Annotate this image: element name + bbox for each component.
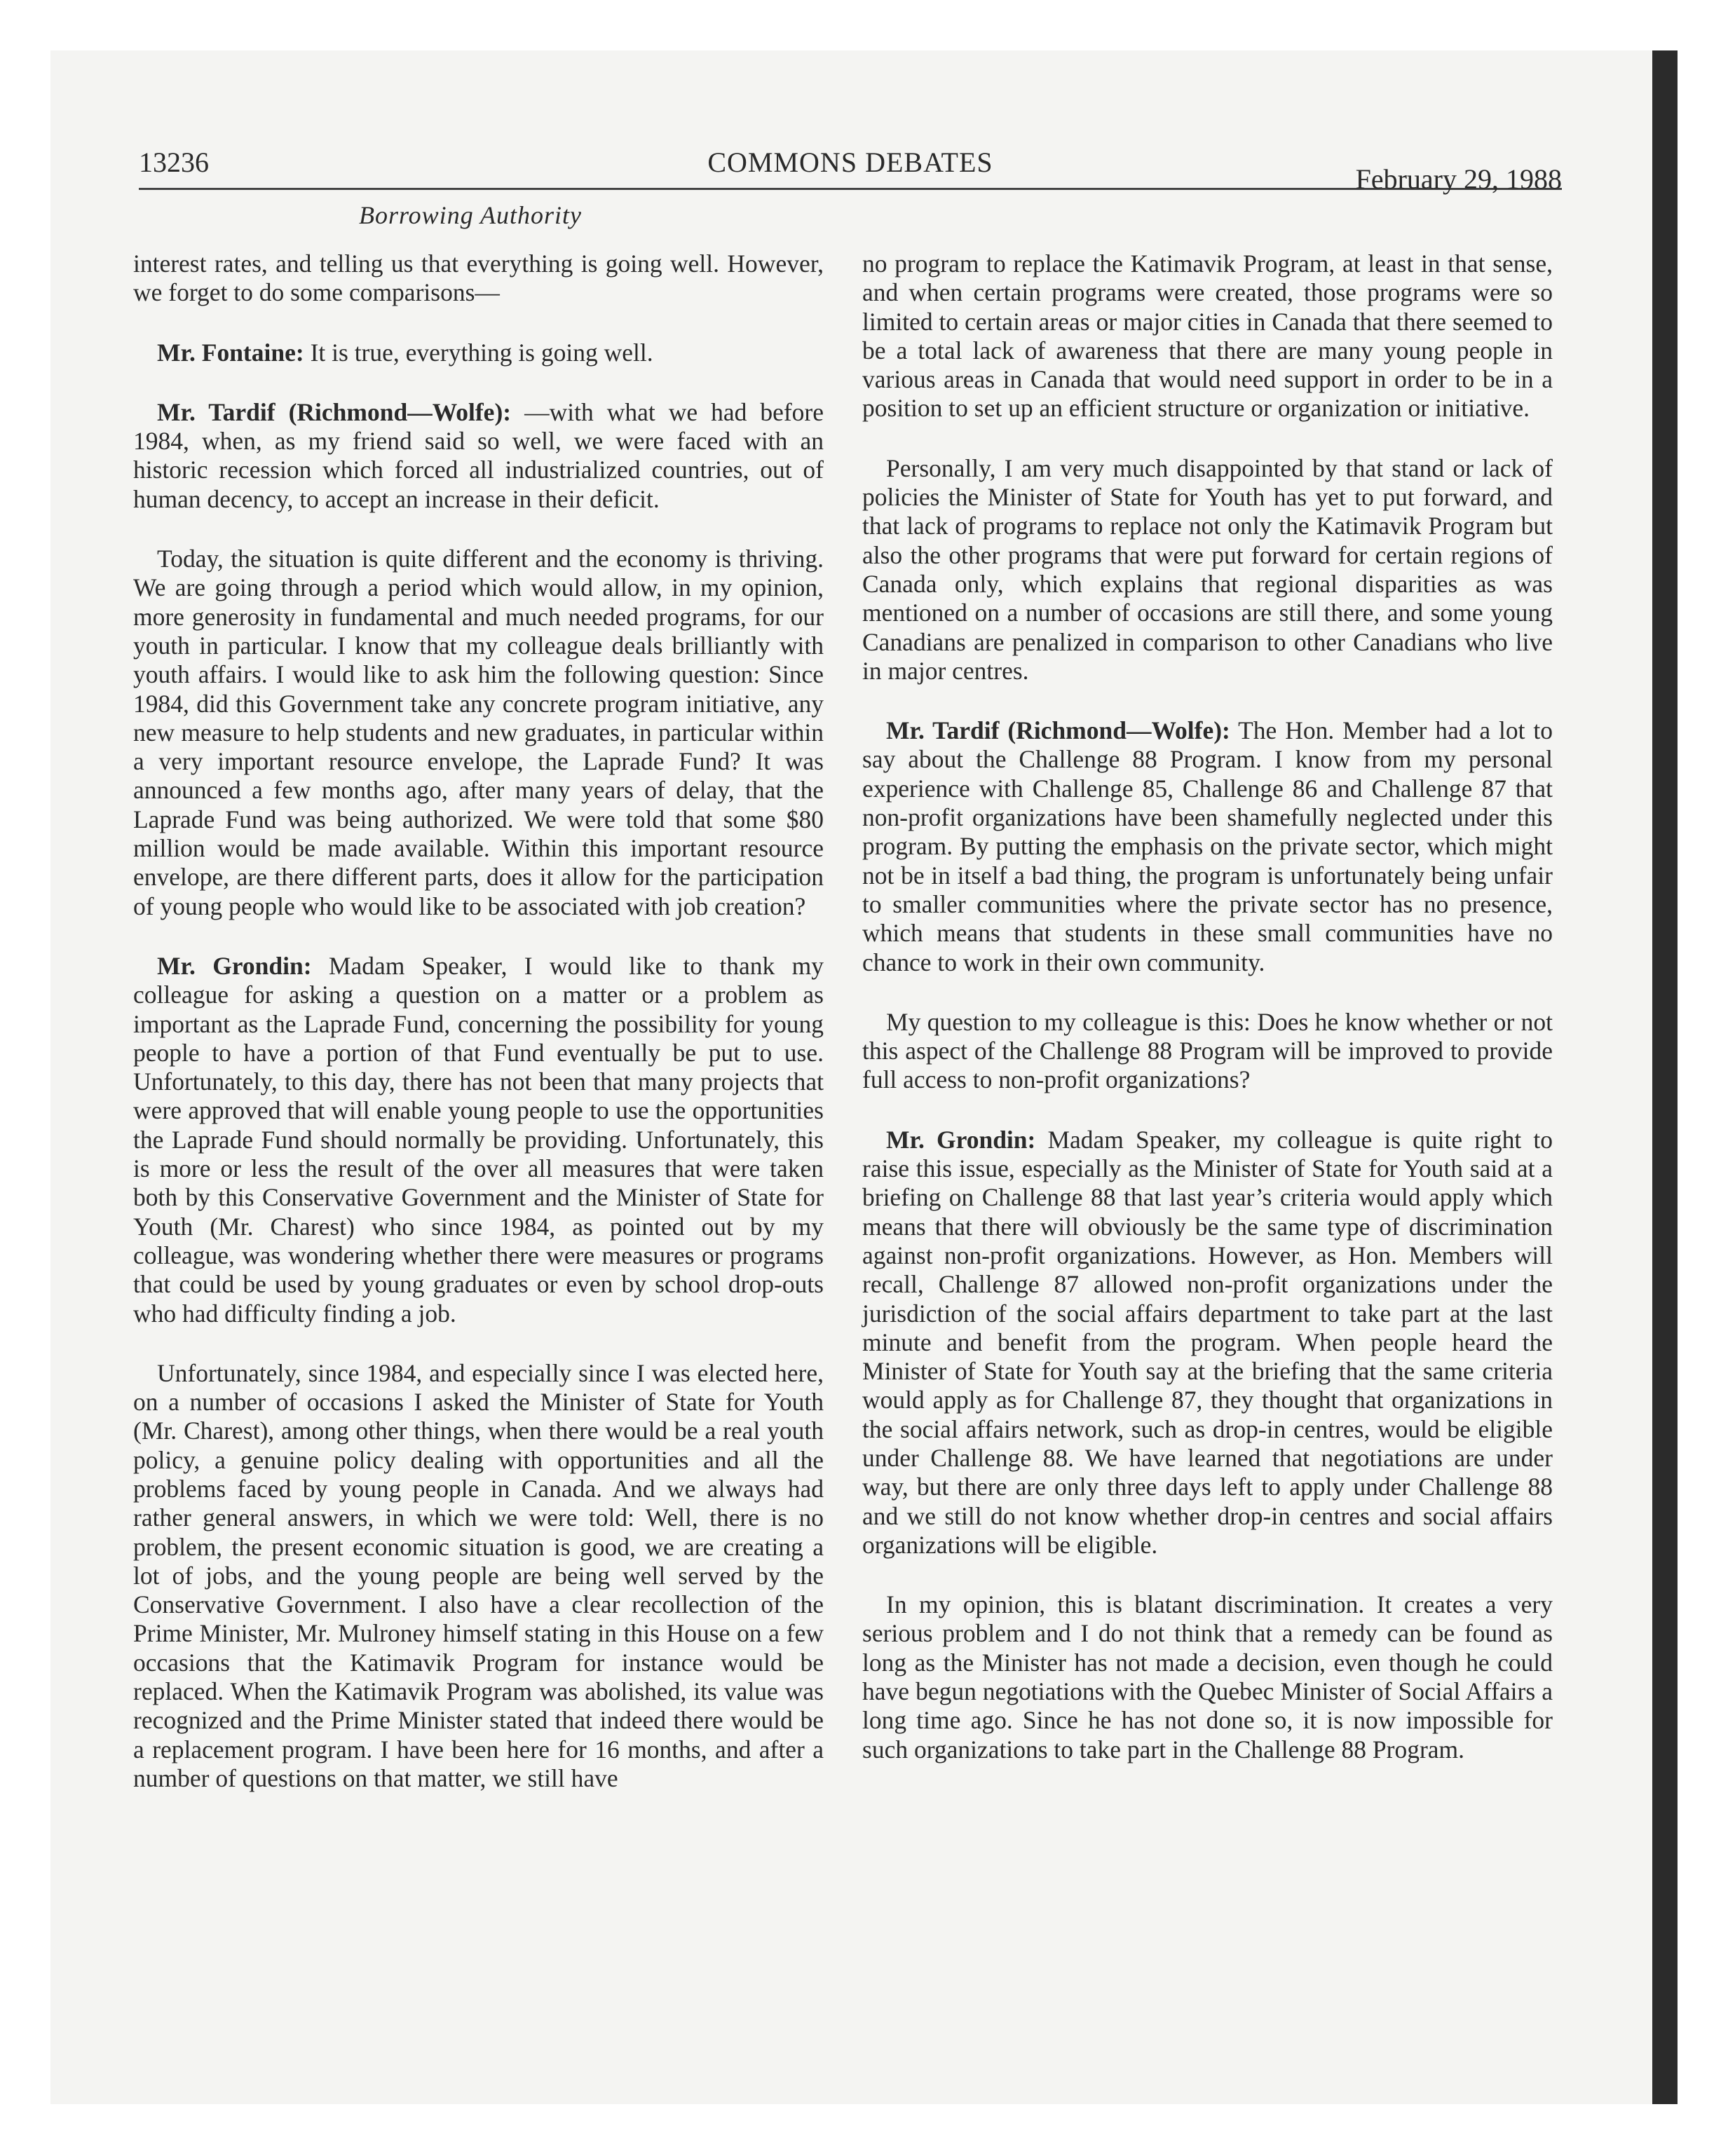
paragraph-text: Personally, I am very much disappointed by that stand or lack of policies the Minister of State for Youth has yet to put forward, and that lack of programs to replace not only the Katimavik Program but also the other programs that were put forward for certain regions of Canada only, which explains that regional disparities as was mentioned on a number of occasions are still there, and some young Canadians are penalized in comparison to other Canadians who live in major centres. (862, 453, 1553, 685)
right-column (862, 250, 1553, 1795)
paragraph (133, 398, 824, 514)
paragraph-text: no program to replace the Katimavik Program, at least in that sense, and when certain programs were created, those programs were so limited to certain areas or major cities in Canada that there seemed to be a total lack of awareness that there are many young people in various areas in Canada that would need support in order to be in a position to set up an efficient structure or organization or initiative. (862, 250, 1553, 423)
speaker-name: Mr. Fontaine: (157, 338, 304, 367)
paragraph (862, 716, 1553, 977)
paragraph (133, 250, 824, 308)
paragraph-text: The Hon. Member had a lot to say about the Challenge 88 Program. I know from my personal experience with Challenge 85, Challenge 86 and Challenge 87 that non-profit organizations have been shamefully neglected under this program. By putting the emphasis on the private sector, which might not be in itself a bad thing, the program is unfortunately being unfair to smaller communities where the private sector has no presence, which means that students in these small communities have no chance to work in their own community. (862, 716, 1553, 976)
paragraph-text: interest rates, and telling us that everything is going well. However, we forget to do some comparisons— (133, 250, 824, 307)
page-number: 13236 (139, 146, 209, 178)
paragraph (862, 1126, 1553, 1560)
paragraph-text: Today, the situation is quite different and the economy is thriving. We are going through a period which would allow, in my opinion, more generosity in fundamental and much needed programs, for our youth in particular. I know that my colleague deals brilliantly with youth affairs. I would like to ask him the following question: Since 1984, did this Government take any concrete program initiative, any new measure to help students and new graduates, in particular within a very important resource envelope, the Laprade Fund? It was announced a few months ago, after many years of delay, that the Laprade Fund was being authorized. We were told that some $80 million would be made available. Within this important resource envelope, are there different parts, does it allow for the participation of young people who would like to be associated with job creation? (133, 545, 824, 920)
paragraph-text: My question to my colleague is this: Does he know whether or not this aspect of the Challenge 88 Program will be improved to provide full access to non-profit organizations? (862, 1007, 1553, 1094)
publication-title: COMMONS DEBATES (707, 146, 993, 178)
speaker-name: Mr. Grondin: (157, 951, 312, 980)
paragraph-text: Madam Speaker, my colleague is quite right to raise this issue, especially as the Minister of State for Youth said at a briefing on Challenge 88 that last year’s criteria would apply which means that there will obviously be the same type of discrimination against non-profit organizations. However, as Hon. Members will recall, Challenge 87 allowed non-profit organizations under the jurisdiction of the social affairs department to take part at the last minute and benefit from the program. When people heard the Minister of State for Youth say at the briefing that the same criteria would apply as for Challenge 87, they thought that organizations in the social affairs network, such as drop-in centres, would be eligible under Challenge 88. We have learned that negotiations are under way, but there are only three days left to apply under Challenge 88 and we still do not know whether drop-in centres and social affairs organizations will be eligible. (862, 1125, 1553, 1559)
paragraph (133, 1359, 824, 1793)
speaker-name: Mr. Tardif (Richmond—Wolfe): (886, 716, 1230, 745)
paragraph-text: Madam Speaker, I would like to thank my colleague for asking a question on a matter or a problem as important as the Laprade Fund, concerning the possibility for young people to have a portion of that Fund eventually be put to use. Unfortunately, to this day, there has not been that many projects that were approved that will enable young people to use the opportunities the Laprade Fund should normally be providing. Unfortunately, this is more or less the result of the over all measures that were taken both by this Conservative Government and the Minister of State for Youth (Mr. Charest) who since 1984, as pointed out by my colleague, was wondering whether there were measures or programs that could be used by young graduates or even by school drop-outs who had difficulty finding a job. (133, 951, 824, 1328)
page-date: February 29, 1988 (1355, 163, 1562, 195)
paragraph (133, 339, 824, 367)
paragraph (133, 545, 824, 921)
paragraph (862, 1590, 1553, 1764)
section-subhead: Borrowing Authority (359, 201, 583, 229)
page-header (139, 146, 1562, 195)
left-column (133, 250, 824, 1824)
paragraph (862, 454, 1553, 685)
speaker-name: Mr. Tardif (Richmond—Wolfe): (157, 397, 512, 426)
paragraph (862, 250, 1553, 423)
paragraph-text: Unfortunately, since 1984, and especially since I was elected here, on a number of occasions I asked the Minister of State for Youth (Mr. Charest), among other things, when there would be a real youth policy, a genuine policy dealing with opportunities and all the problems faced by young people in Canada. And we always had rather general answers, in which we were told: Well, there is no problem, the present economic situation is good, we are creating a lot of jobs, and the young people are being well served by the Conservative Government. I also have a clear recollection of the Prime Minister, Mr. Mulroney himself stating in this House on a few occasions that the Katimavik Program for instance would be replaced. When the Katimavik Program was abolished, its value was recognized and the Prime Minister stated that indeed there would be a replacement program. I have been here for 16 months, and after a number of questions on that matter, we still have (133, 1358, 824, 1792)
speaker-name: Mr. Grondin: (886, 1125, 1036, 1154)
paragraph (862, 1008, 1553, 1095)
paragraph-text: In my opinion, this is blatant discrimination. It creates a very serious problem and I do not think that a remedy can be found as long as the Minister has not made a decision, even though he could have begun negotiations with the Quebec Minister of Social Affairs a long time ago. Since he has not done so, it is now impossible for such organizations to take part in the Challenge 88 Program. (862, 1590, 1553, 1763)
paragraph-text: It is true, everything is going well. (304, 338, 653, 367)
scan-edge-shadow (1652, 50, 1678, 2104)
paragraph-text: —with what we had before 1984, when, as my friend said so well, we were faced with an historic recession which forced all industrialized countries, out of human decency, to accept an increase in their deficit. (133, 397, 824, 513)
paragraph (133, 952, 824, 1328)
